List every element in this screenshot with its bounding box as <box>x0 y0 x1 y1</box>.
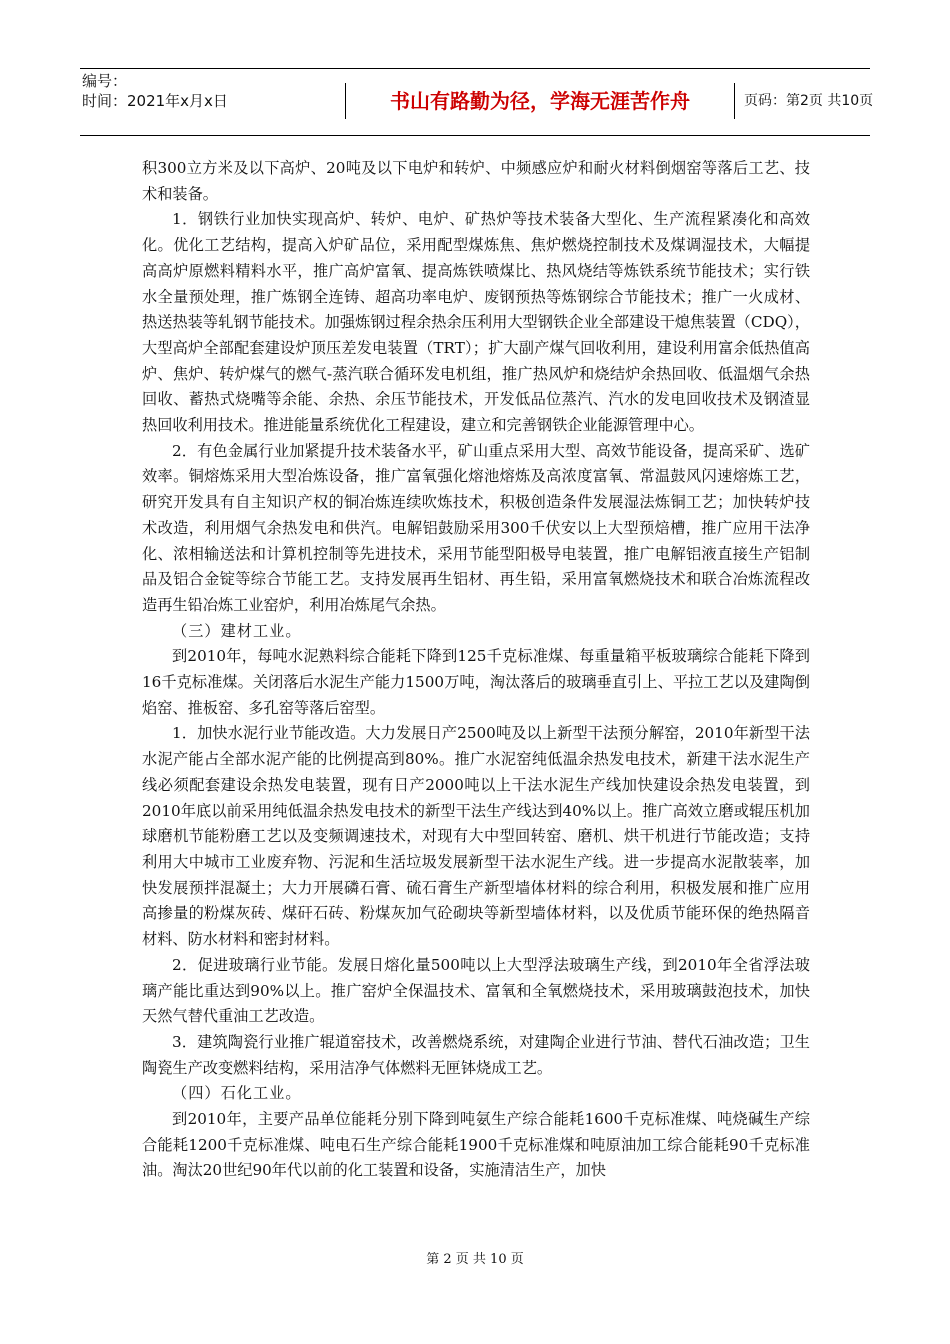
paragraph: 到2010年，每吨水泥熟料综合能耗下降到125千克标准煤、每重量箱平板玻璃综合能耗下降到16千克标准煤。关闭落后水泥生产能力1500万吨，淘汰落后的玻璃垂直引上、平拉工艺以及建陶倒焰窑、推板窑、多孔窑等落后窑型。 <box>142 647 810 717</box>
document-body <box>142 156 810 1184</box>
header-motto: 书山有路勤为径，学海无涯苦作舟 <box>345 83 735 119</box>
page-footer: 第 2 页 共 10 页 <box>426 1252 524 1267</box>
paragraph: 1．钢铁行业加快实现高炉、转炉、电炉、矿热炉等技术装备大型化、生产流程紧凑化和高效化。优化工艺结构，提高入炉矿品位，采用配型煤炼焦、焦炉燃烧控制技术及煤调湿技术，大幅提高高炉原燃料精料水平，推广高炉富氧、提高炼铁喷煤比、热风烧结等炼铁系统节能技术；实行铁水全量预处理，推广炼钢全连铸、超高功率电炉、废钢预热等炼钢综合节能技术；推广一火成材、热送热装等轧钢节能技术。加强炼钢过程余热余压利用大型钢铁企业全部建设干熄焦装置（CDQ），大型高炉全部配套建设炉顶压差发电装置（TRT）；扩大副产煤气回收利用，建设利用富余低热值高炉、焦炉、转炉煤气的燃气-蒸汽联合循环发电机组，推广热风炉和烧结炉余热回收、低温烟气余热回收、蓄热式烧嘴等余能、余热、余压节能技术，开发低品位蒸汽、汽水的发电回收技术及钢渣显热回收利用技术。推进能量系统优化工程建设，建立和完善钢铁企业能源管理中心。 <box>142 210 810 435</box>
paragraph: 积300立方米及以下高炉、20吨及以下电炉和转炉、中频感应炉和耐火材料倒烟窑等落后工艺、技术和装备。 <box>142 159 810 203</box>
paragraph: 2．有色金属行业加紧提升技术装备水平，矿山重点采用大型、高效节能设备，提高采矿、选矿效率。铜熔炼采用大型冶炼设备，推广富氧强化熔池熔炼及高浓度富氧、常温鼓风闪速熔炼工艺，研究开发具有自主知识产权的铜冶炼连续吹炼技术，积极创造条件发展湿法炼铜工艺；加快转炉技术改造，利用烟气余热发电和供汽。电解铝鼓励采用300千伏安以上大型预焙槽，推广应用干法净化、浓相输送法和计算机控制等先进技术，采用节能型阳极导电装置，推广电解铝液直接生产铝制品及铝合金锭等综合节能工艺。支持发展再生铝材、再生铅，采用富氧燃烧技术和联合冶炼流程改造再生铅冶炼工业窑炉，利用冶炼尾气余热。 <box>142 441 810 614</box>
paragraph: 1．加快水泥行业节能改造。大力发展日产2500吨及以上新型干法预分解窑，2010年新型干法水泥产能占全部水泥产能的比例提高到80%。推广水泥窑纯低温余热发电技术，新建干法水泥生产线必须配套建设余热发电装置，现有日产2000吨以上干法水泥生产线加快建设余热发电装置，到2010年底以前采用纯低温余热发电技术的新型干法生产线达到40%以上。推广高效立磨或辊压机加球磨机节能粉磨工艺以及变频调速技术，对现有大中型回转窑、磨机、烘干机进行节能改造；支持利用大中城市工业废弃物、污泥和生活垃圾发展新型干法水泥生产线。进一步提高水泥散装率，加快发展预拌混凝土；大力开展磷石膏、硫石膏生产新型墙体材料的综合利用，积极发展和推广应用高掺量的粉煤灰砖、煤矸石砖、粉煤灰加气砼砌块等新型墙体材料，以及优质节能环保的绝热隔音材料、防水材料和密封材料。 <box>142 724 810 949</box>
header-meta <box>82 71 292 111</box>
time-label: 时间：2021年x月x日 <box>82 92 228 110</box>
section-heading: （四）石化工业。 <box>172 1084 302 1103</box>
paragraph: 到2010年，主要产品单位能耗分别下降到吨氨生产综合能耗1600千克标准煤、吨烧碱生产综合能耗1200千克标准煤、吨电石生产综合能耗1900千克标准煤和吨原油加工综合能耗90千克标准油。淘汰20世纪90年代以前的化工装置和设备，实施清洁生产，加快 <box>142 1110 810 1180</box>
paragraph: 2．促进玻璃行业节能。发展日熔化量500吨以上大型浮法玻璃生产线，到2010年全省浮法玻璃产能比重达到90%以上。推广窑炉全保温技术、富氧和全氧燃烧技术，采用玻璃鼓泡技术，加快天然气替代重油工艺改造。 <box>142 955 810 1026</box>
section-heading: （三）建材工业。 <box>172 621 302 640</box>
page-header <box>80 68 874 136</box>
paragraph: 3．建筑陶瓷行业推广辊道窑技术，改善燃烧系统，对建陶企业进行节油、替代石油改造；卫生陶瓷生产改变燃料结构，采用洁净气体燃料无匣钵烧成工艺。 <box>142 1032 810 1077</box>
code-label: 编号： <box>82 72 128 90</box>
header-page-info: 页码：第2页 共10页 <box>744 93 874 109</box>
